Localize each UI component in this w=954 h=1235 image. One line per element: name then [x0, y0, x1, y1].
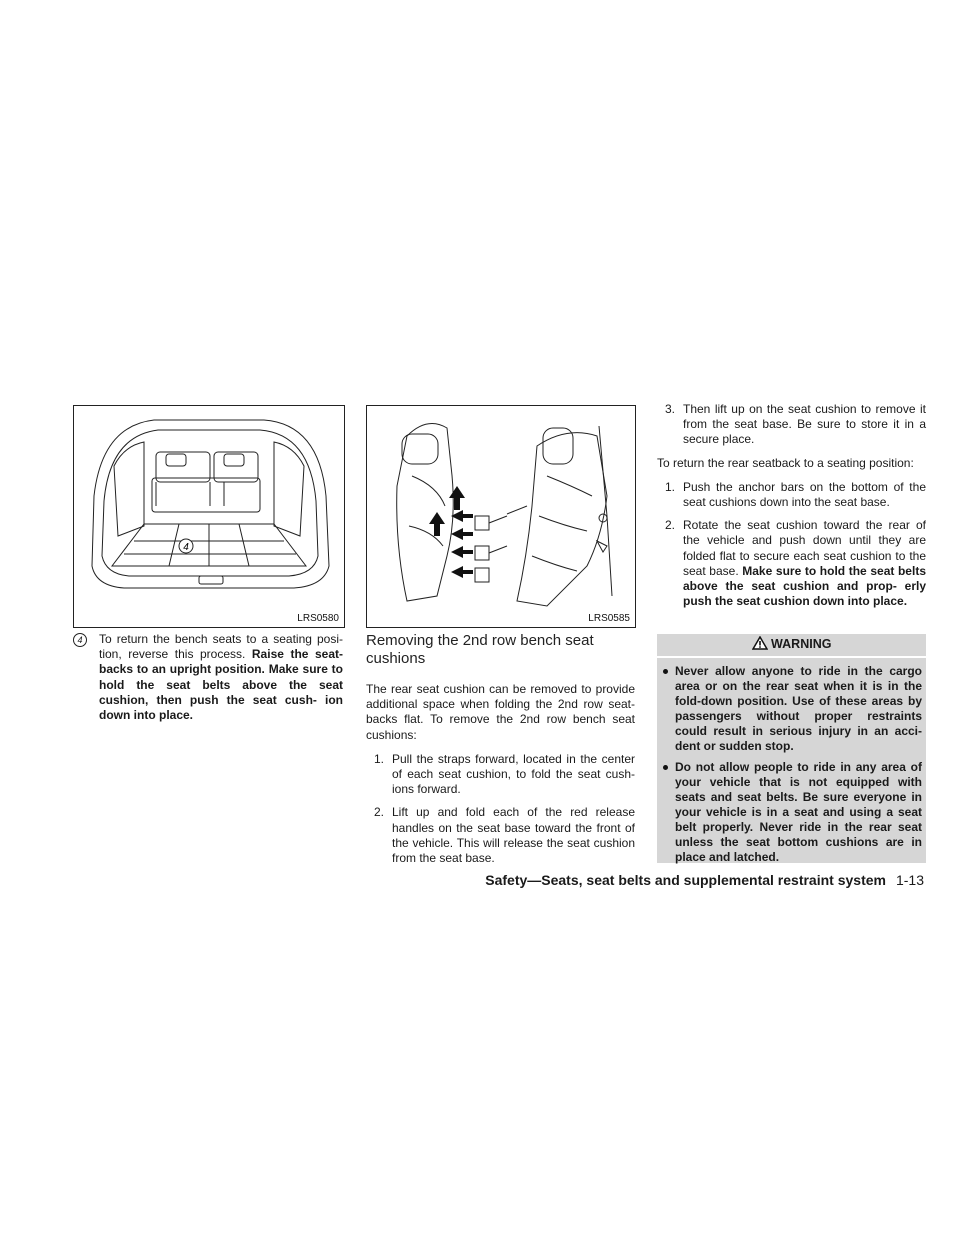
footer-section-title: Safety—Seats, seat belts and supplemental restraint system	[485, 872, 886, 888]
column-3-text	[657, 402, 926, 617]
step-text-bold: Make sure to hold the seat belts above the seat cushion and prop- erly push the seat cushion down into place.	[683, 563, 926, 609]
list-item	[657, 402, 926, 448]
seat-cushion-figure	[366, 405, 636, 628]
step-number: 2.	[665, 518, 676, 533]
page-number: 1-13	[895, 872, 924, 888]
warning-header	[657, 634, 926, 658]
seat-cushion-illustration	[367, 406, 635, 627]
paragraph-plain: To return the bench seats to a seating posi- tion, reverse this process.	[99, 632, 343, 662]
cargo-area-illustration	[74, 406, 344, 627]
warning-box	[657, 634, 926, 863]
intro-paragraph: The rear seat cushion can be removed to provide additional space when folding the 2nd row seat- backs flat. To remove the 2nd row bench seat cushions:	[366, 682, 635, 742]
step-text: Rotate the seat cushion toward the rear of the vehicle and push down until they are folded flat to secure each seat cushion to the seat base.	[683, 518, 926, 578]
list-item	[657, 518, 926, 609]
step-text: Lift up and fold each of the red release handles on the seat base toward the front of the vehicle. This will release the seat cushion from the seat base.	[392, 805, 635, 866]
return-intro: To return the rear seatback to a seating position:	[657, 455, 914, 470]
step-number: 3.	[665, 402, 676, 416]
return-steps-list	[657, 480, 926, 610]
figure-code: LRS0585	[588, 613, 630, 624]
column-1-text	[73, 632, 343, 723]
list-item	[366, 752, 635, 798]
return-bench-paragraph	[73, 632, 343, 723]
warning-list	[657, 658, 926, 875]
step-number: 2.	[374, 805, 385, 820]
list-item	[366, 805, 635, 866]
figure-callout-4: 4	[183, 542, 189, 553]
cargo-area-figure	[73, 405, 345, 628]
removal-steps-list	[366, 752, 635, 866]
warning-item: Never allow anyone to ride in the cargo area or on the rear seat when it is in the fold-down position. Use of these areas by passengers without proper restraints could result in serious injury in an acci- dent or sudden stop.	[661, 664, 922, 754]
page-footer	[485, 872, 924, 888]
step-text: Pull the straps forward, located in the center of each seat cushion, to fold the seat cush- ions forward.	[392, 751, 635, 797]
warning-item: Do not allow people to ride in any area of your vehicle that is not equipped with seats and seat belts. Be sure everyone in your vehicle is in a seat and using a seat belt properly. Never ride in the rear seat unless the seat bottom cushions are in place and latched.	[661, 760, 922, 865]
step-number: 1.	[374, 751, 385, 766]
paragraph-bold: Raise the seat- backs to an upright position. Make sure to hold the seat belts above the seat cushion, then push the seat cush- ion down into place.	[99, 647, 344, 723]
callout-4-icon: 4	[73, 633, 87, 647]
step-text: Then lift up on the seat cushion to remove it from the seat base. Be sure to store it in a secure place.	[683, 402, 926, 447]
figure-code: LRS0580	[297, 613, 339, 624]
step-text: Push the anchor bars on the bottom of the seat cushions down into the seat base.	[683, 479, 926, 510]
step-number: 1.	[665, 479, 676, 494]
removal-steps-continued	[657, 402, 926, 448]
section-heading: Removing the 2nd row bench seat cushions	[366, 632, 594, 667]
column-2-text	[366, 632, 635, 874]
list-item	[657, 480, 926, 510]
warning-triangle-icon	[752, 636, 768, 650]
warning-title: WARNING	[771, 637, 832, 651]
